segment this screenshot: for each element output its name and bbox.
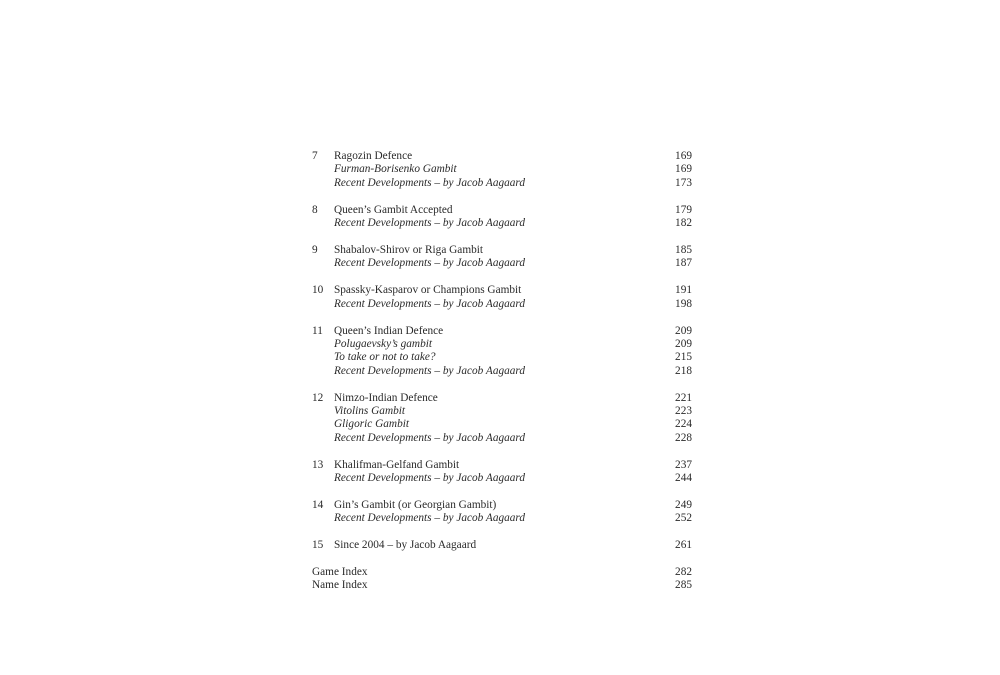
toc-index-entry <box>312 566 692 579</box>
index-title: Name Index <box>312 579 368 592</box>
toc-subentry <box>312 512 692 525</box>
toc-subentry <box>312 432 692 445</box>
page-number: 173 <box>675 176 692 189</box>
chapter-number: 7 <box>312 150 318 162</box>
entry-title: Queen’s Indian Defence <box>334 324 444 337</box>
page-number: 237 <box>675 458 692 471</box>
toc-subentry <box>312 351 692 364</box>
entry-title: Recent Developments – by Jacob Aagaard <box>334 217 526 230</box>
toc-chapter-heading <box>312 499 692 512</box>
page-number: 187 <box>675 257 692 270</box>
page-number: 249 <box>675 498 692 511</box>
toc-subentry <box>312 418 692 431</box>
entry-title: Nimzo-Indian Defence <box>334 391 438 404</box>
toc-chapter <box>312 150 692 190</box>
index-title: Game Index <box>312 566 368 579</box>
page-number: 228 <box>675 431 692 444</box>
toc-chapter <box>312 325 692 379</box>
toc-chapter-heading <box>312 244 692 257</box>
entry-title: Recent Developments – by Jacob Aagaard <box>334 176 526 189</box>
toc-chapter <box>312 284 692 311</box>
page-number: 191 <box>675 284 692 297</box>
toc-index-entry <box>312 579 692 592</box>
toc-subentry <box>312 257 692 270</box>
toc-subentry <box>312 472 692 485</box>
toc-chapter <box>312 392 692 446</box>
toc-chapter-heading <box>312 539 692 552</box>
chapter-number: 12 <box>312 391 324 404</box>
toc-chapter <box>312 499 692 526</box>
chapter-number: 8 <box>312 203 318 216</box>
toc-subentry <box>312 217 692 230</box>
entry-title: Polugaevsky’s gambit <box>334 337 432 350</box>
chapter-number: 9 <box>312 243 318 256</box>
toc-chapter-heading <box>312 204 692 217</box>
page-number: 209 <box>675 337 692 350</box>
page-number: 179 <box>675 203 692 216</box>
entry-title: Gligoric Gambit <box>334 418 409 431</box>
entry-title: Recent Developments – by Jacob Aagaard <box>334 472 526 485</box>
entry-title: Ragozin Defence <box>334 150 413 162</box>
entry-title: Vitolins Gambit <box>334 404 406 417</box>
chapter-number: 14 <box>312 498 324 511</box>
toc-chapter-heading <box>312 325 692 338</box>
table-of-contents <box>312 150 692 606</box>
page-number: 224 <box>675 418 692 431</box>
entry-title: Recent Developments – by Jacob Aagaard <box>334 431 526 444</box>
page-number: 244 <box>675 472 692 485</box>
entry-title: Khalifman-Gelfand Gambit <box>334 458 460 471</box>
toc-subentry <box>312 163 692 176</box>
entry-title: Recent Developments – by Jacob Aagaard <box>334 364 526 377</box>
entry-title: Recent Developments – by Jacob Aagaard <box>334 512 526 525</box>
page-number: 209 <box>675 324 692 337</box>
toc-indexes <box>312 566 692 593</box>
chapter-number: 10 <box>312 284 324 297</box>
toc-chapter-heading <box>312 150 692 163</box>
page-number: 215 <box>675 351 692 364</box>
page-number: 221 <box>675 391 692 404</box>
entry-title: Since 2004 – by Jacob Aagaard <box>334 539 477 552</box>
toc-subentry <box>312 177 692 190</box>
toc-subentry <box>312 338 692 351</box>
entry-title: Shabalov-Shirov or Riga Gambit <box>334 243 484 256</box>
page-number: 218 <box>675 364 692 377</box>
entry-title: To take or not to take? <box>334 351 436 364</box>
toc-chapter-heading <box>312 284 692 297</box>
page-number: 169 <box>675 163 692 176</box>
toc-chapter <box>312 539 692 552</box>
page-number: 185 <box>675 243 692 256</box>
page-number: 285 <box>675 579 692 592</box>
toc-chapter-heading <box>312 459 692 472</box>
page-number: 182 <box>675 217 692 230</box>
toc-subentry <box>312 365 692 378</box>
toc-chapter-heading <box>312 392 692 405</box>
chapter-number: 11 <box>312 324 323 337</box>
page-number: 282 <box>675 566 692 579</box>
toc-chapter <box>312 204 692 231</box>
page-number: 252 <box>675 512 692 525</box>
entry-title: Recent Developments – by Jacob Aagaard <box>334 297 526 310</box>
page-number: 198 <box>675 297 692 310</box>
page-number: 223 <box>675 404 692 417</box>
chapter-number: 13 <box>312 458 324 471</box>
entry-title: Recent Developments – by Jacob Aagaard <box>334 257 526 270</box>
toc-chapter <box>312 459 692 486</box>
entry-title: Spassky-Kasparov or Champions Gambit <box>334 284 522 297</box>
entry-title: Gin’s Gambit (or Georgian Gambit) <box>334 498 497 511</box>
chapter-number: 15 <box>312 539 324 552</box>
page-number: 169 <box>675 150 692 162</box>
toc-chapter <box>312 244 692 271</box>
toc-subentry <box>312 298 692 311</box>
toc-subentry <box>312 405 692 418</box>
page-number: 261 <box>675 539 692 552</box>
entry-title: Queen’s Gambit Accepted <box>334 203 453 216</box>
entry-title: Furman-Borisenko Gambit <box>334 163 457 176</box>
